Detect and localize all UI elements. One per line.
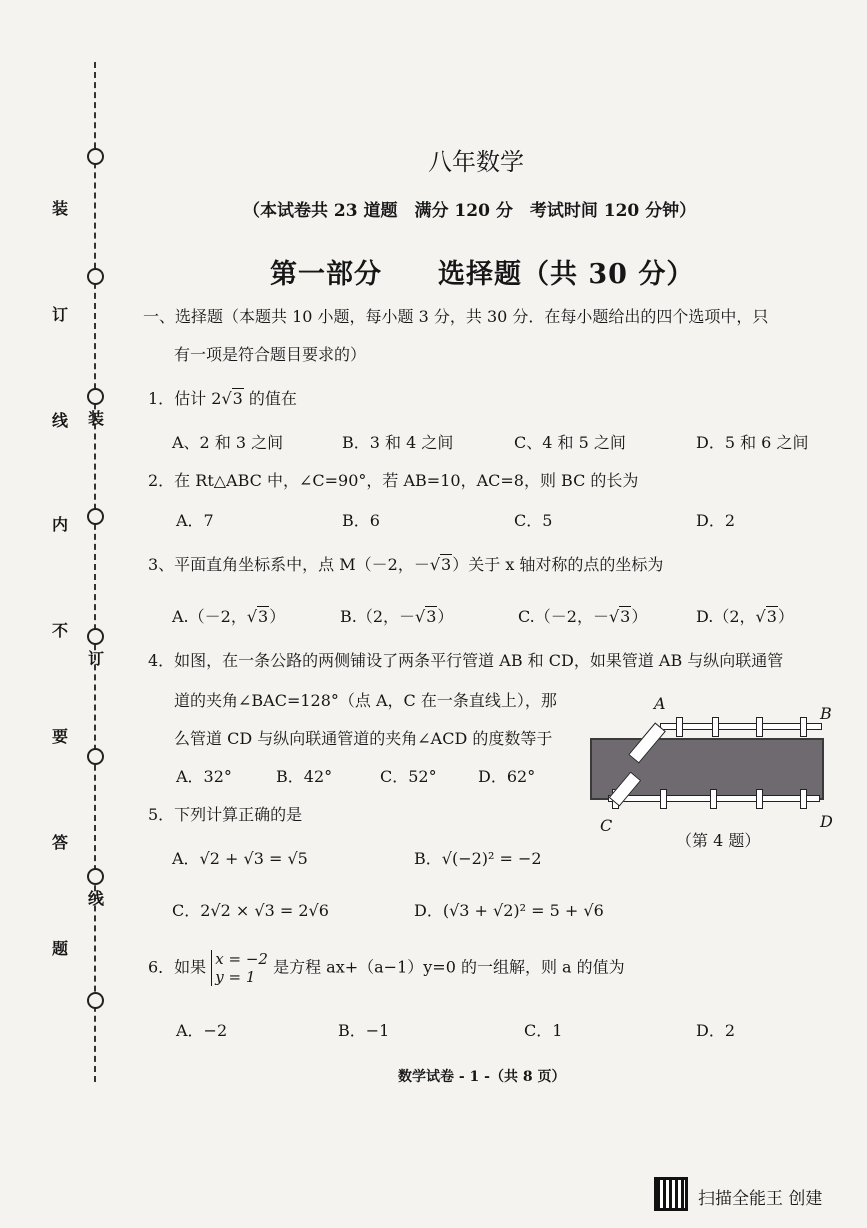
option-d: D．(√3 + √2)² = 5 + √6 [414,901,604,920]
option-c: C．52° [380,767,437,786]
option-a: A．7 [176,511,214,530]
option-b: B．42° [276,767,333,786]
question-2-stem: 2．在 Rt△ABC 中，∠C=90°，若 AB=10，AC=8，则 BC 的长为 [148,471,639,490]
option-d: D.（2，√3） [696,607,794,626]
stem-text: 1．估计 2 [148,389,222,408]
part-title: 第一部分 选择题（共 30 分） [270,259,695,290]
option-d: D．62° [478,767,536,786]
sqrt-radicand: 3 [232,389,243,408]
question-4-stem: 4．如图，在一条公路的两侧铺设了两条平行管道 AB 和 CD，如果管道 AB 与纵向联通管 [148,651,784,670]
option-a: A．32° [176,767,232,786]
stem-text: 3、平面直角坐标系中，点 M（－2，－ [148,555,430,574]
question-4-stem-cont: 道的夹角∠BAC=128°（点 A，C 在一条直线上），那 [174,691,557,710]
system-line: y = 1 [215,968,256,986]
section-heading-cont: 有一项是符合题目要求的） [174,345,367,364]
sqrt-radicand: 3 [426,607,437,626]
pipe-support [660,789,667,809]
binding-hole [87,992,104,1009]
binding-hole [87,508,104,525]
qr-code-icon [654,1177,688,1211]
question-4-stem-cont: 么管道 CD 与纵向联通管道的夹角∠ACD 的度数等于 [174,729,553,748]
binding-dashed-line [94,62,96,1082]
option-b: B．3 和 4 之间 [342,433,454,452]
sqrt-radicand: 3 [620,607,631,626]
option-d: D．2 [696,1021,736,1040]
margin-char: 装 [52,199,69,218]
question-6-stem [148,950,625,986]
option-c: C、4 和 5 之间 [514,433,626,452]
binding-hole [87,868,104,885]
margin-char: 题 [52,939,69,958]
binding-hole [87,388,104,405]
question-3-stem: 3、平面直角坐标系中，点 M（－2，－√3）关于 x 轴对称的点的坐标为 [148,555,664,574]
option-c: C．1 [524,1021,563,1040]
margin-char: 不 [52,621,69,640]
exam-info: （本试卷共 23 道题 满分 120 分 考试时间 120 分钟） [243,201,697,221]
margin-char: 订 [52,305,69,324]
scanner-watermark: 扫描全能王 创建 [698,1189,823,1209]
sqrt-radicand: 3 [441,555,452,574]
margin-char: 订 [88,649,105,668]
section-heading: 一、选择题（本题共 10 小题，每小题 3 分，共 30 分．在每小题给出的四个选项中，只 [143,307,769,326]
option-a: A．−2 [176,1021,228,1040]
option-a: A.（－2，√3） [172,607,286,626]
figure-label-d: D [820,812,833,831]
option-text: D.（2， [696,607,756,626]
option-text: B.（2，－ [340,607,416,626]
option-b: B．−1 [338,1021,390,1040]
stem-text: ）关于 x 轴对称的点的坐标为 [452,555,664,574]
stem-text: 6．如果 [148,957,207,977]
binding-hole [87,748,104,765]
binding-hole [87,148,104,165]
stem-text: 的值在 [243,389,297,408]
figure-label-b: B [820,704,832,723]
pipe-support [756,789,763,809]
margin-char: 要 [52,727,69,746]
pipe-support [756,717,763,737]
option-text: ） [631,607,648,626]
margin-char: 装 [88,409,105,428]
option-text: C.（－2，－ [518,607,609,626]
equation-system [211,950,268,986]
option-text: ） [437,607,454,626]
system-line: x = −2 [215,950,268,968]
question-1-stem: 1．估计 2√3 的值在 [148,389,297,408]
option-d: D．5 和 6 之间 [696,433,809,452]
option-b: B.（2，－√3） [340,607,454,626]
margin-char: 内 [52,515,69,534]
figure-caption: （第 4 题） [676,831,761,850]
pipe-support [710,789,717,809]
pipe-support [676,717,683,737]
option-d: D．2 [696,511,736,530]
option-a: A、2 和 3 之间 [172,433,284,452]
pipe-support [800,717,807,737]
pipe-ab [660,723,822,730]
page-title: 八年数学 [428,148,524,176]
option-a: A．√2 + √3 = √5 [172,849,308,868]
option-b: B．√(−2)² = −2 [414,849,542,868]
option-text: ） [777,607,794,626]
option-c: C.（－2，－√3） [518,607,648,626]
option-b: B．6 [342,511,380,530]
option-text: A.（－2， [172,607,247,626]
option-c: C．5 [514,511,553,530]
figure-label-a: A [654,694,666,713]
binding-hole [87,628,104,645]
option-text: ） [269,607,286,626]
page-number: 数学试卷 - 1 -（共 8 页） [398,1069,566,1085]
pipe-support [712,717,719,737]
binding-hole [87,268,104,285]
figure-label-c: C [600,816,613,835]
sqrt-radicand: 3 [766,607,777,626]
margin-char: 线 [88,889,105,908]
stem-text: 是方程 ax+（a−1）y=0 的一组解，则 a 的值为 [273,957,625,977]
question-5-stem: 5．下列计算正确的是 [148,805,303,824]
sqrt-radicand: 3 [258,607,269,626]
option-c: C．2√2 × √3 = 2√6 [172,901,329,920]
pipe-support [800,789,807,809]
margin-char: 答 [52,833,69,852]
margin-char: 线 [52,411,69,430]
